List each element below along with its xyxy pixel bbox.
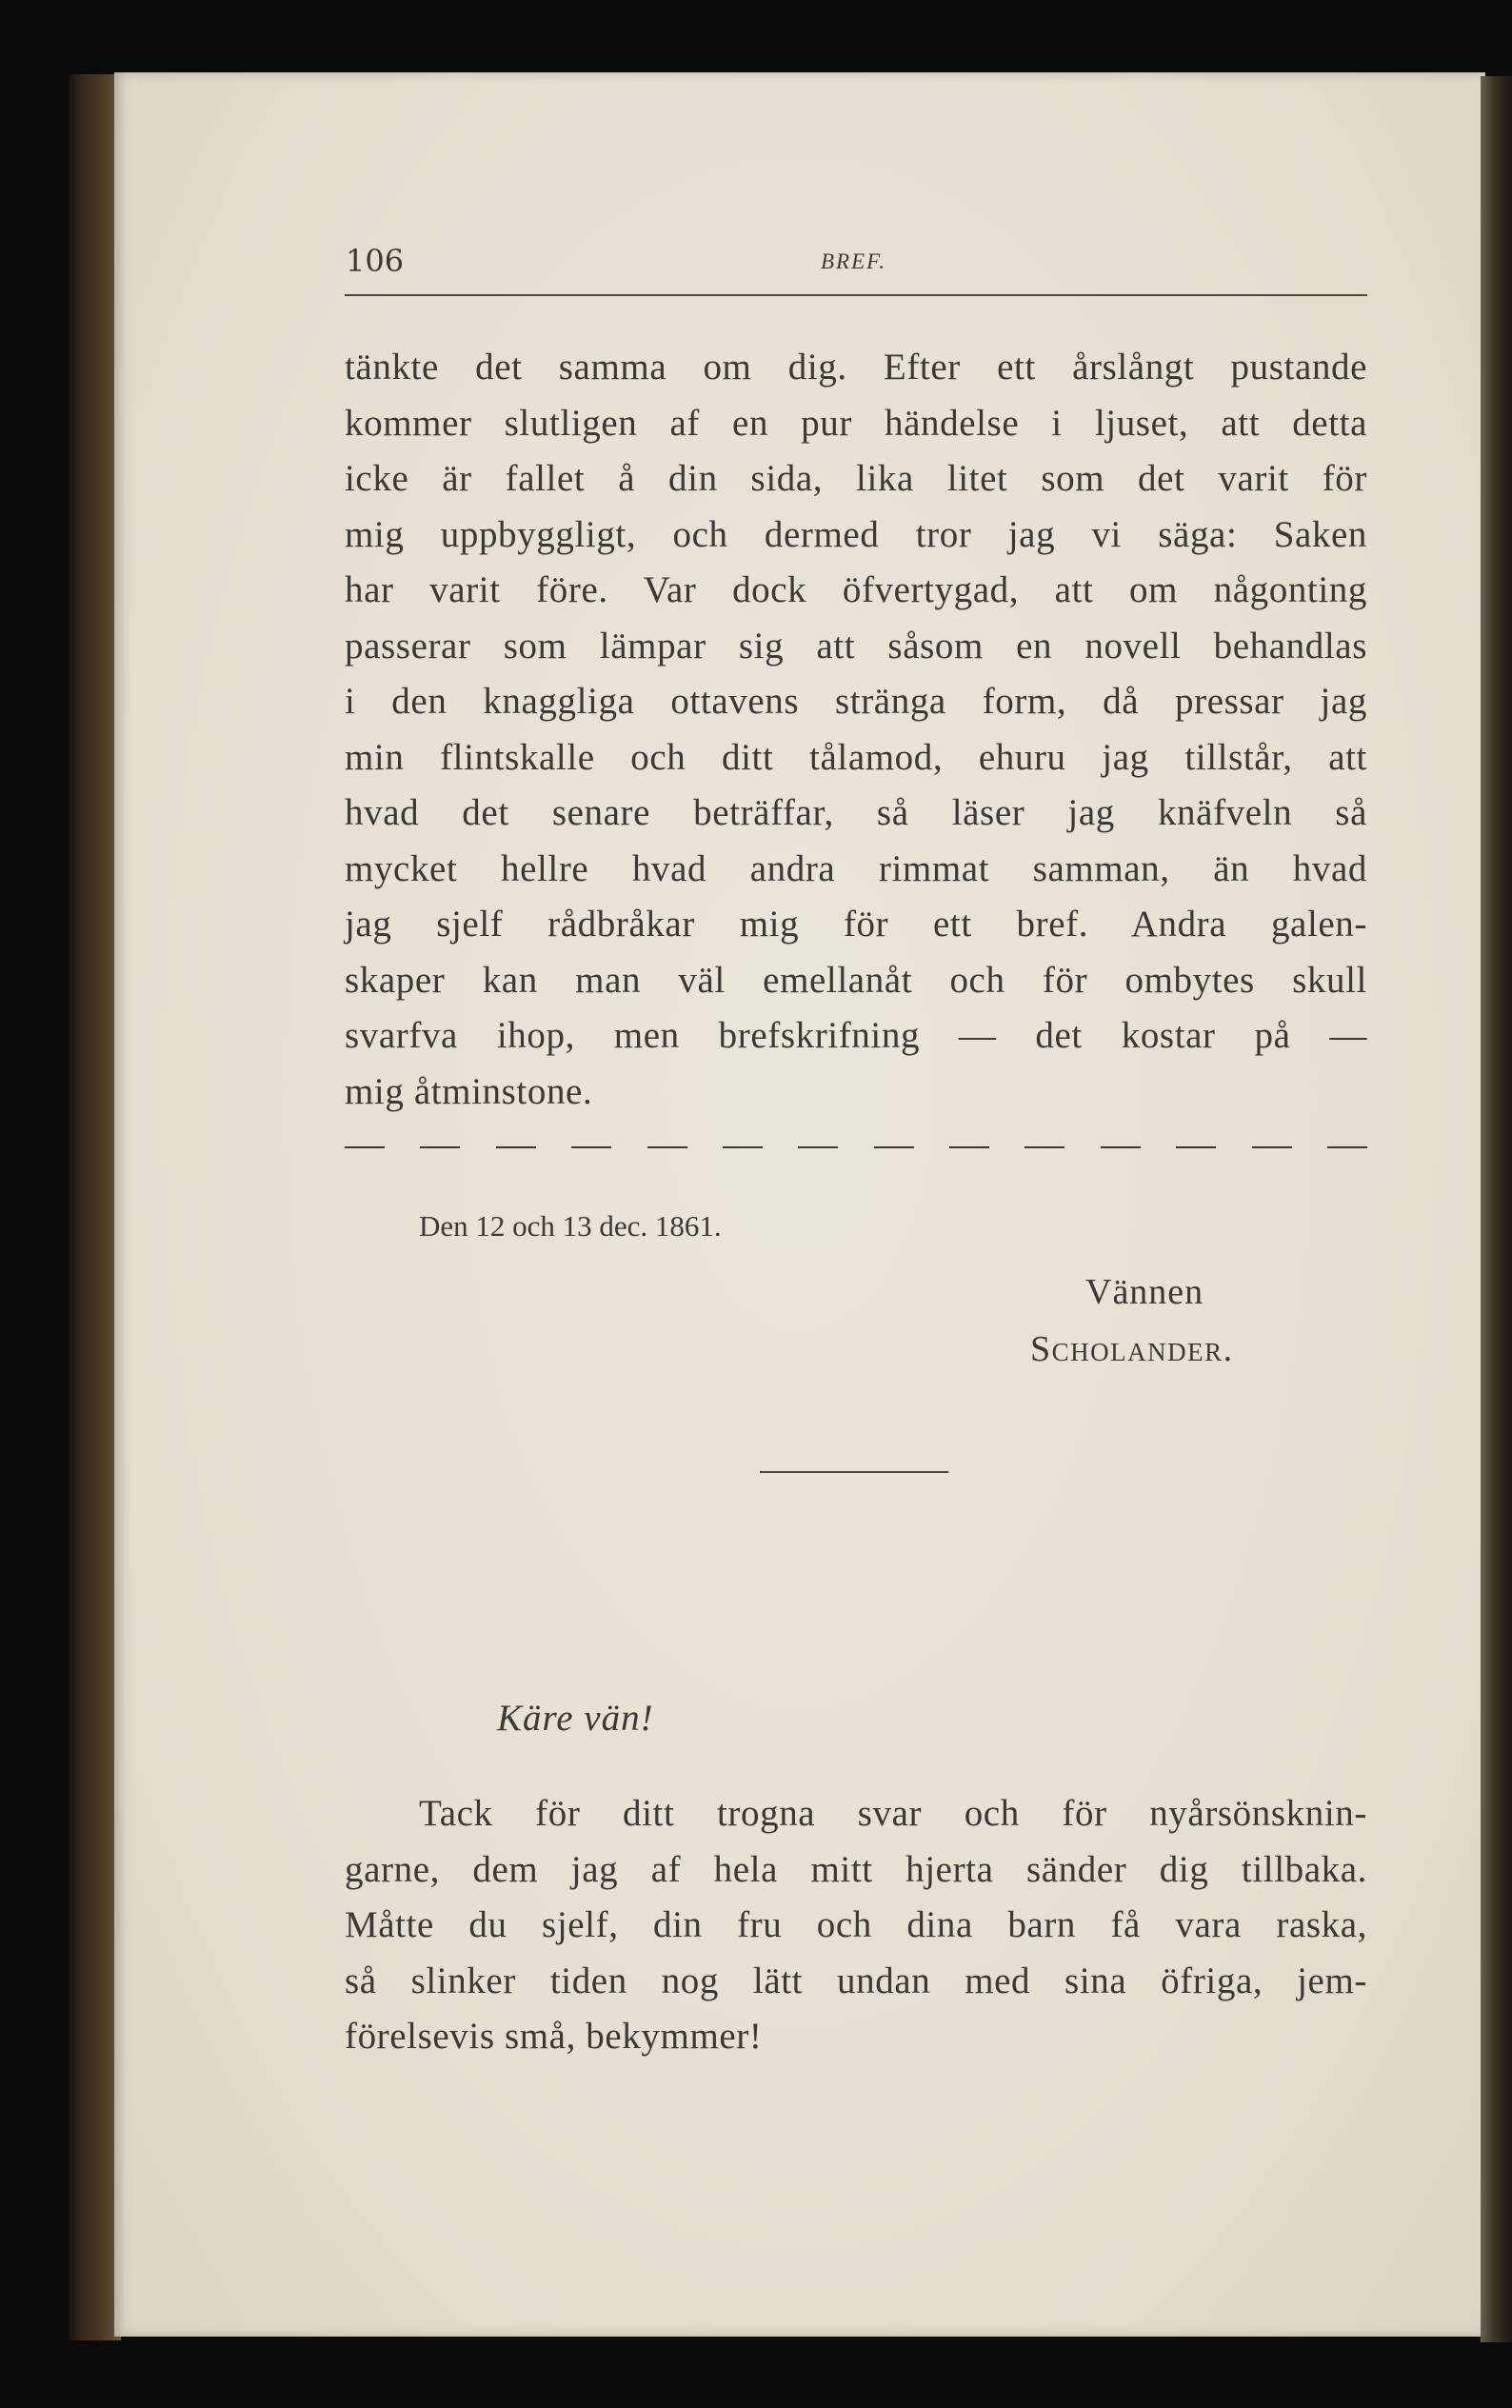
section-rule [760, 1471, 948, 1473]
text-line: garne, dem jag af hela mitt hjerta sänder dig tillbaka. [345, 1848, 1367, 1890]
running-head: BREF. [821, 249, 886, 273]
text-line: kommer slutligen af en pur händelse i ljuset, att detta [345, 402, 1367, 444]
text-line: skaper kan man väl emellanåt och för ombytes skull [345, 959, 1367, 1001]
text-line: tänkte det samma om dig. Efter ett årslångt pustande [345, 347, 1367, 388]
dateline: Den 12 och 13 dec. 1861. [419, 1209, 722, 1243]
closing-word: Vännen [1085, 1272, 1204, 1312]
text-line: har varit före. Var dock öfvertygad, att om någonting [345, 569, 1367, 610]
signature: Scholander. [1030, 1329, 1234, 1369]
text-line: mycket hellre hvad andra rimmat samman, än hvad [345, 847, 1367, 889]
text-line: icke är fallet å din sida, lika litet som det varit för [345, 458, 1367, 499]
text-line: passerar som lämpar sig att såsom en novell behandlas [345, 625, 1367, 667]
text-line: min flintskalle och ditt tålamod, ehuru jag tillstår, att [345, 736, 1367, 778]
salutation: Käre vän! [497, 1698, 654, 1739]
book-spine-edge [69, 74, 121, 2340]
page-stack-edge [1481, 76, 1512, 2342]
paragraph-2 [345, 1786, 1367, 2065]
page-number: 106 [346, 243, 405, 279]
paragraph-1 [345, 340, 1367, 1120]
text-line: mig uppbyggligt, och dermed tror jag vi säga: Saken [345, 513, 1367, 555]
text-line: svarfva ihop, men brefskrifning — det kostar på — [345, 1015, 1367, 1056]
text-line: förelsevis små, bekymmer! [345, 2016, 763, 2057]
text-line: Tack för ditt trogna svar och för nyårsönsknin- [419, 1793, 1367, 1834]
text-line: så slinker tiden nog lätt undan med sina öfriga, jem- [345, 1960, 1367, 2001]
text-line: mig åtminstone. [345, 1070, 593, 1112]
text-line: jag sjelf rådbråkar mig för ett bref. Andra galen- [345, 904, 1367, 945]
text-line: i den knaggliga ottavens stränga form, då pressar jag [345, 681, 1367, 722]
dashed-separator [345, 1146, 1367, 1150]
header-rule [345, 294, 1367, 296]
text-line: Måtte du sjelf, din fru och dina barn få vara raska, [345, 1904, 1367, 1945]
text-line: hvad det senare beträffar, så läser jag knäfveln så [345, 792, 1367, 833]
